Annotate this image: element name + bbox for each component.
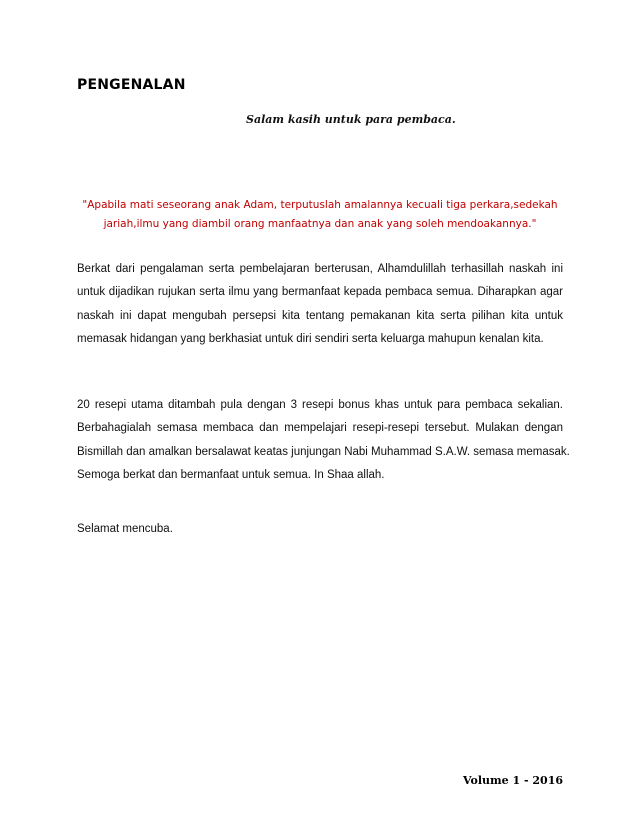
hadith-quote: [82, 196, 558, 234]
paragraph-line: untuk dijadikan rujukan serta ilmu yang bermanfaat kepada pembaca semua. Diharapkan agar: [77, 286, 563, 299]
closing-line: Selamat mencuba.: [77, 523, 173, 535]
paragraph-line: 20 resepi utama ditambah pula dengan 3 resepi bonus khas untuk para pembaca sekalian.: [77, 399, 563, 411]
paragraph-line: memasak hidangan yang berkhasiat untuk diri sendiri serta keluarga mahupun kenalan kita.: [77, 332, 544, 345]
quote-line: "Apabila mati seseorang anak Adam, terputuslah amalannya kecuali tiga perkara,sedekah: [82, 199, 558, 211]
greeting-line: Salam kasih untuk para pembaca.: [246, 113, 456, 126]
paragraph-line: Berbahagialah semasa membaca dan mempelajari resepi-resepi tersebut. Mulakan dengan: [77, 422, 563, 435]
page-heading: PENGENALAN: [77, 77, 186, 93]
intro-paragraph: [77, 258, 563, 351]
paragraph-line: Bismillah dan amalkan bersalawat keatas junjungan Nabi Muhammad S.A.W. semasa memasak.: [77, 445, 570, 458]
paragraph-line: Berkat dari pengalaman serta pembelajaran berterusan, Alhamdulillah terhasillah naskah ini: [77, 263, 563, 275]
quote-line: jariah,ilmu yang diambil orang manfaatnya dan anak yang soleh mendoakannya.": [103, 218, 537, 230]
paragraph-line: naskah ini dapat mengubah persepsi kita tentang pemakanan kita serta pilihan kita untuk: [77, 309, 563, 322]
recipes-paragraph: [77, 394, 570, 487]
paragraph-line: Semoga berkat dan bermanfaat untuk semua. In Shaa allah.: [77, 468, 385, 481]
volume-footer: Volume 1 - 2016: [463, 774, 563, 787]
